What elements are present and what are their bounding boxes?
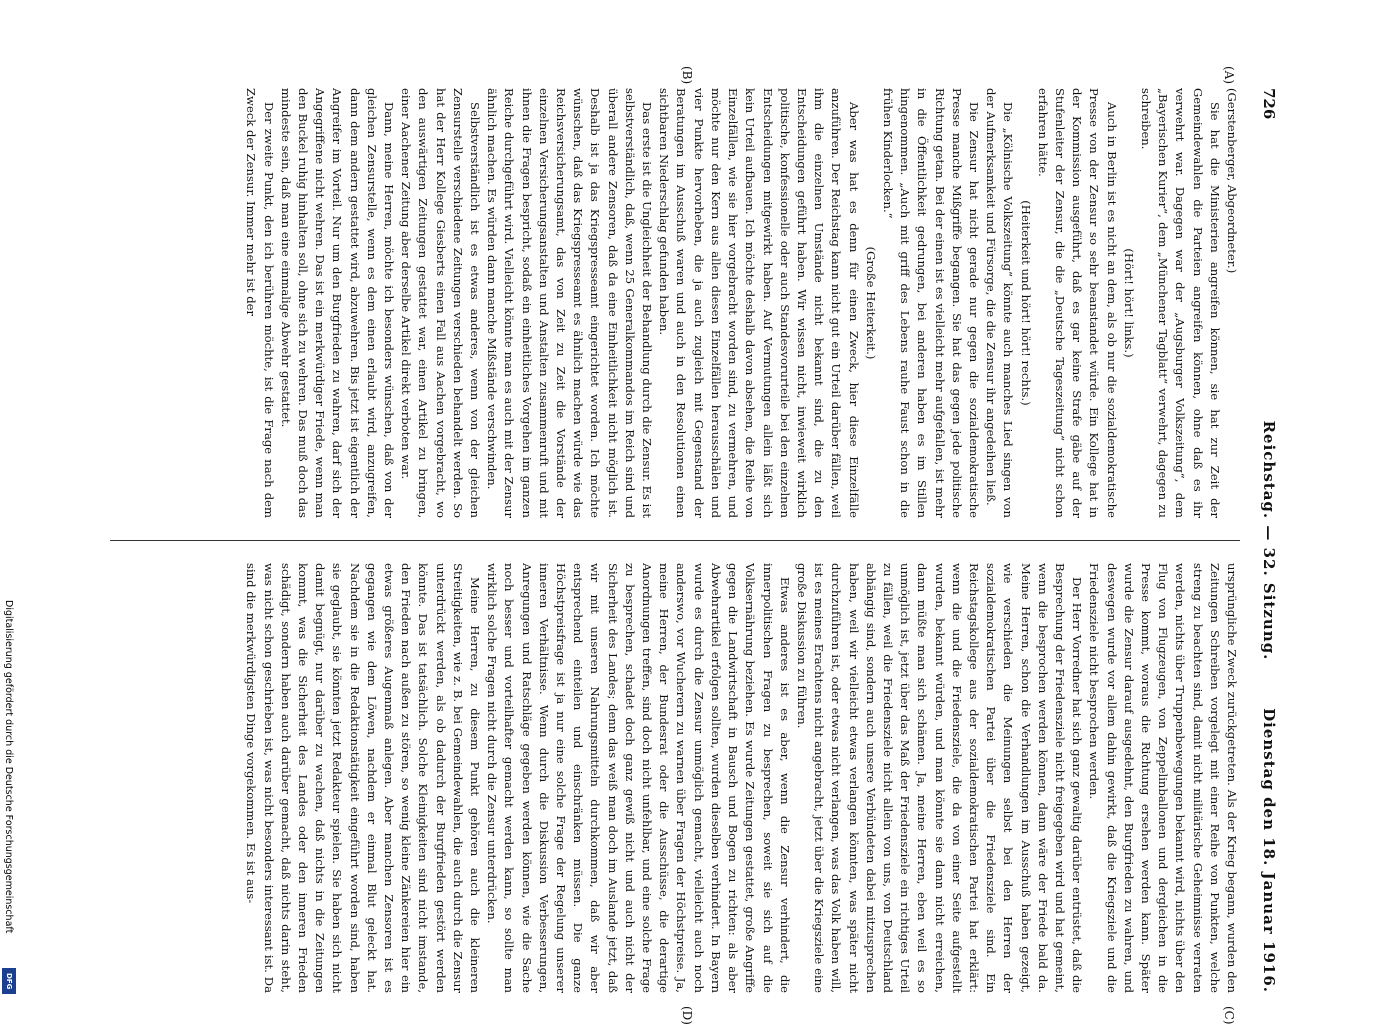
margin-marker-a: (A) bbox=[1222, 66, 1236, 85]
paragraph: Der zweite Punkt, den ich berühren möchte, ist die Frage nach dem Zweck der Zensur. Immer mehr ist der bbox=[244, 88, 276, 518]
paragraph: Aber was hat es denn für einen Zweck, hier diese Einzelfälle anzuführen. Der Reichstag kann nicht gut ein Urteil darüber fällen, weil ihm die einzelnen Umstände nicht bekannt sind, die zu den Entscheidungen geführt haben. Wir wissen nicht, inwieweit wirklich politische, konfessionelle oder auch Standesvorurteile bei den einzelnen Entscheidungen mitgewirkt haben. Auf Vermutungen allein läßt sich kein Urteil aufbauen. Ich möchte deshalb davon absehen, die Reihe von Einzelfällen, wie sie hier vorgebracht worden sind, zu vermehren, und möchte nur den Kern aus allen diesen Einzelfällen herausschälen und vier Punkte hervorheben, die ja auch zugleich mit Gegenstand der Beratungen im Ausschuß waren und auch in den Resolutionen einen sichtbaren Niederschlag gefunden haben. bbox=[657, 88, 861, 518]
paragraph: Die „Kölnische Volkszeitung“ könnte auch manches Lied singen von der Aufmerksamkeit und Fürsorge, die die Zensur ihr angedeihen ließ. bbox=[984, 88, 1016, 518]
right-column bbox=[100, 563, 1240, 993]
digitization-note: Digitalisierung gefördert durch die Deutsche Forschungsgemeinschaft bbox=[3, 600, 14, 934]
margin-marker-c: (C) bbox=[1222, 1006, 1236, 1025]
margin-marker-d: (D) bbox=[680, 1006, 694, 1025]
session-date: Dienstag den 18. Januar 1916. bbox=[1260, 708, 1278, 993]
paragraph: Der Herr Vorredner hat sich ganz gewaltig darüber entrüstet, daß die Besprechung der Friedensziele nicht freigegeben wird und hat gemeint, wenn die besprochen werden können, dann wäre der Friede bald da. Meine Herren, schon die Verhandlungen im Ausschuß haben gezeigt, wie verschieden die Meinungen selbst bei den Herren der sozialdemokratischen Partei über die Friedensziele sind. Ein Reichstagskollege aus der sozialdemokratischen Partei hat erklärt: wenn die und die Friedensziele, die da von einer Seite aufgestellt wurden, bekannt würden, und man könnte sie dann nicht erreichen, dann müßte man sich schämen. Ja, meine Herren, eben weil es so unmöglich ist, jetzt über das Maß der Friedensziele ein richtiges Urteil zu fällen, weil die Friedensziele nicht allein von uns, von Deutschland abhängig sind, sondern auch unsere Verbündeten dabei mitzusprechen haben, weil wir vielleicht etwas verlangen könnten, was später nicht durchzuführen ist, oder etwas nicht verlangen, was das Volk haben will, ist es meines Erachtens nicht angebracht, jetzt über die Kriegsziele eine große Diskussion zu führen. bbox=[794, 563, 1085, 993]
interjection: (Heiterkeit und hört! hört! rechts.) bbox=[1018, 200, 1033, 406]
paragraph: Das erste ist die Ungleichheit der Behandlung durch die Zensur. Es ist selbstverständlich, daß, wenn 25 Generalkommandos im Reich sind und überall andere Zensoren, daß da eine Einheitlichkeit nicht möglich ist. Deshalb ist ja das Kriegspresseamt eingerichtet worden. Ich möchte wünschen, daß das Kriegspresseamt es ähnlich machen würde wie das Reichsversicherungsamt, das von Zeit zu Zeit die Vorstände der einzelnen Versicherungsanstalten und Anstalten zusammenruft und mit ihnen die Fragen bespricht, sodaß ein einheitliches Vorgehen im ganzen Reiche durchgeführt wird. Vielleicht könnte man es auch mit der Zensur ähnlich machen. Es würden dann manche Mißstände verschwinden. bbox=[485, 88, 655, 518]
paragraph: Die Zensur hat nicht gerade nur gegen die sozialdemokratische Presse manche Mißgriffe begangen. Sie hat das gegen jede politische Richtung getan. Bei der einen ist es vielleicht mehr aufgefallen, ist mehr in die Öffentlichkeit gedrungen, bei anderen haben es im Stillen hingenommen. „Auch mit griff des Lebens rauhe Faust schon in die frühen Kinderlocken.“ bbox=[880, 88, 981, 518]
page-number: 726 bbox=[1260, 88, 1278, 120]
paragraph: ursprüngliche Zweck zurückgetreten. Als der Krieg begann, wurden den Zeitungen Schreiben vorgelegt mit einer Reihe von Punkten, welche streng zu beachten sind, damit nicht militärische Geheimnisse verraten werden, nichts über Truppenbewegungen bekannt wird, nichts über den Flug von Flugzeugen, von Zeppelinballonen und dergleichen in die Presse kommt, woraus die Richtung ersehen werden kann. Später wurde die Zensur darauf ausgedehnt, den Burgfrieden zu wahren, und deswegen wurde vor allem dahin gewirkt, daß die Kriegsziele und die Friedensziele nicht besprochen werden. bbox=[1087, 563, 1239, 993]
speaker-label: (Gerstenberger, Abgeordneter.) bbox=[1225, 88, 1239, 274]
interjection: (Hört! hört! links.) bbox=[1121, 248, 1136, 358]
rotated-document bbox=[84, 66, 1284, 1025]
page-header bbox=[1242, 88, 1278, 993]
paragraph: Auch in Berlin ist es nicht an dem, als ob nur die sozialdemokratische Presse von der Zensur so sehr beanstandet würde. Ein Kollege hat in der Kommission ausgeführt, daß es gar keine Strafe gäbe auf der Stufenleiter der Zensur, die die „Deutsche Tageszeitung“ nicht schon erfahren hätte. bbox=[1035, 88, 1119, 518]
dfg-logo: DFG bbox=[2, 968, 16, 994]
session-title: Reichstag. — 32. Sitzung. bbox=[1260, 420, 1278, 661]
interjection: (Große Heiterkeit.) bbox=[863, 246, 878, 360]
paragraph: Dann, meine Herren, möchte ich besonders wünschen, daß von der gleichen Zensurstelle, wenn es dem einen erlaubt wird, anzugreifen, dann dem andern gestattet wird, abzuwehren. Bis jetzt ist eigentlich der Angreifer im Vorteil. Nur um den Burgfrieden zu wahren, darf sich der Angegriffene nicht wehren. Das ist ein merkwürdiger Friede, wenn man den Buckel ruhig hinhalten soll, ohne sich zu wehren. Das muß doch das mindeste sein, daß man eine einmalige Abwehr gestattet. bbox=[278, 88, 397, 518]
paragraph: Etwas anderes ist es aber, wenn die Zensur verhindert, die innerpolitischen Fragen zu besprechen, soweit sie sich auf die Volksernährung beziehen. Es wurde Zeitungen gestattet, große Angriffe gegen die Landwirtschaft in Bausch und Bogen zu richten: als aber Abwehrartikel erfolgen sollten, wurden dieselben verhindert. In Bayern wurde es durch die Zensur unmöglich gemacht, vielleicht auch noch anderswo, vor Wucherern zu warnen über Fragen der Höchstpreise. Ja, meine Herren, der Bundesrat oder die Ausschüsse, die derartige Anordnungen treffen, sind doch nicht unfehlbar, und eine solche Frage zu besprechen, schadet doch ganz gewiß nicht und auch nicht der Sicherheit des Landes; denn das weiß man doch im Auslande jetzt, daß wir mit unseren Nahrungsmitteln durchkommen, daß wir aber entsprechend einteilen und einschränken müssen. Die ganze Höchstpreisfrage ist ja nur eine solche Frage der Regelung unserer inneren Verhältnisse. Wenn durch die Diskussion Verbesserungen, Anregungen und Ratschläge gegeben werden können, wie die Sache noch besser und vorteilhafter gemacht werden kann, so sollte man wirklich solche Fragen nicht durch die Zensur unterdrücken. bbox=[485, 563, 792, 993]
paragraph: Selbstverständlich ist es etwas anderes, wenn von der gleichen Zensurstelle verschiedene Zeitungen verschieden behandelt werden. So hat der Herr Kollege Giesberts einen Fall aus Aachen vorgebracht, wo den auswärtigen Zeitungen gestattet war, einen Artikel zu bringen, einer Aachener Zeitung aber derselbe Artikel direkt verboten war. bbox=[399, 88, 483, 518]
paragraph: Meine Herren, zu diesem Punkt gehören auch die kleineren Streitigkeiten, wie z. B. bei Gemeindewahlen, die auch durch die Zensur unterdrückt werden, als ob dadurch der Burgfrieden gestört werden könnte. Das ist tatsächlich. Solche Kleinigkeiten sind nicht imstande, den Frieden nach außen zu stören, so wenig kleine Zänkereien hier ein etwas größeres Augenmaß anlegen. Aber manchen Zensoren ist es gegangen wie dem Löwen, nachdem er einmal Blut geleckt hat. Nachdem sie in die Redaktionstätigkeit eingeführt worden sind, haben sie geglaubt, sie könnten jetzt Redakteur spielen. Sie haben sich nicht damit begnügt, nur darüber zu wachen, daß nichts in die Zeitungen kommt, was die Sicherheit des Landes oder den inneren Frieden schädigt, sondern haben auch darüber gemacht, daß nichts darin steht, was nicht schon geschrieben ist, was nicht besonders interessant ist. Da sind die merkwürdigsten Dinge vorgekommen. Es ist aus- bbox=[244, 563, 483, 993]
left-column bbox=[100, 88, 1240, 518]
margin-marker-b: (B) bbox=[680, 66, 694, 85]
column-divider bbox=[110, 540, 1240, 541]
paragraph: Sie hat die Ministerien angreifen können, sie hat zur Zeit der Gemeindewahlen die Parteien angreifen können, ohne daß es ihr verwehrt war. Dagegen war der „Augsburger Volkszeitung“, dem „Bayerischen Kurier“, dem „Münchener Tagblatt“ verwehrt, dagegen zu schreiben. bbox=[1138, 88, 1222, 518]
